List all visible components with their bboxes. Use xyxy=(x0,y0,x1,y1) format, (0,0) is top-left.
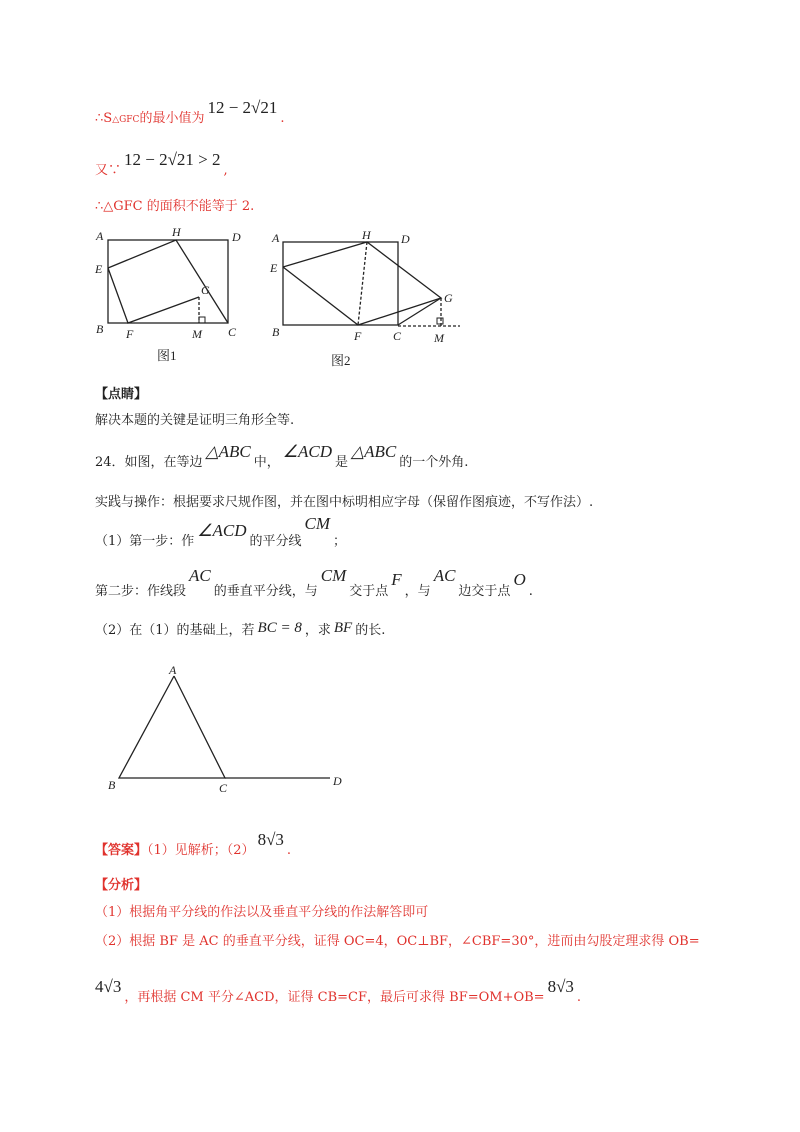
math-expression: 12 − 2√21 xyxy=(207,98,278,117)
answer-heading: 【答案】 xyxy=(95,843,148,858)
math: F xyxy=(391,570,402,589)
text: 的平分线 xyxy=(249,534,302,549)
svg-text:图2: 图2 xyxy=(331,353,351,368)
svg-text:B: B xyxy=(108,778,116,792)
svg-text:F: F xyxy=(126,327,134,341)
math: ∠ACD xyxy=(282,442,332,461)
text: ，再根据 CM 平分∠ACD，证得 CB=CF，最后可求得 BF=OM+OB= xyxy=(124,990,545,1005)
text: 交于点 xyxy=(349,584,389,599)
text: （1）见解析；（2） xyxy=(147,843,255,858)
svg-text:A: A xyxy=(169,663,177,677)
svg-text:B: B xyxy=(96,322,104,336)
text: ； xyxy=(333,534,347,549)
part-2 xyxy=(95,621,385,640)
svg-text:A: A xyxy=(272,231,280,245)
figure-2 xyxy=(283,242,460,326)
math: ∠ACD xyxy=(197,521,247,540)
text: 的最小值为 xyxy=(139,111,205,126)
conclusion-line: ∴△GFC 的面积不能等于 2. xyxy=(95,199,255,214)
step-1 xyxy=(95,514,347,551)
text: , xyxy=(223,163,228,178)
svg-text:C: C xyxy=(219,781,228,795)
text: ，求 xyxy=(304,623,331,638)
math-expression: 12 − 2√21 > 2 xyxy=(124,150,221,169)
svg-text:A: A xyxy=(96,229,104,243)
svg-text:C: C xyxy=(228,325,237,339)
question-24-intro xyxy=(95,442,469,472)
comment-text: 解决本题的关键是证明三角形全等. xyxy=(95,413,295,428)
math: O xyxy=(513,570,526,589)
step-2 xyxy=(95,566,533,601)
analysis-line-3 xyxy=(95,977,582,1007)
geometry-figures xyxy=(0,0,800,380)
figure-1 xyxy=(108,240,228,323)
text: 又∵ xyxy=(95,163,122,178)
analysis-heading: 【分析】 xyxy=(95,878,148,893)
svg-text:图1: 图1 xyxy=(157,348,177,363)
svg-text:D: D xyxy=(401,232,410,246)
text: （1）第一步：作 xyxy=(95,534,195,549)
task-text: 实践与操作：根据要求尺规作图，并在图中标明相应字母（保留作图痕迹，不写作法）. xyxy=(95,495,594,510)
svg-text:D: D xyxy=(333,774,342,788)
answer-line xyxy=(95,830,292,860)
text: 边交于点 xyxy=(458,584,511,599)
text: 的垂直平分线，与 xyxy=(213,584,318,599)
text: . xyxy=(286,843,292,858)
text: . xyxy=(576,990,582,1005)
figure-1-labels xyxy=(94,225,241,363)
text: （2）在（1）的基础上，若 xyxy=(95,623,255,638)
math: 4√3 xyxy=(95,977,122,996)
analysis-line-1: （1）根据角平分线的作法以及垂直平分线的作法解答即可 xyxy=(95,905,429,920)
text: 24．如图，在等边 xyxy=(95,455,203,470)
svg-text:D: D xyxy=(232,230,241,244)
math: △ABC xyxy=(205,442,251,461)
subscript: △GFC xyxy=(112,115,140,125)
svg-text:E: E xyxy=(95,262,103,276)
text: 第二步：作线段 xyxy=(95,584,187,599)
svg-text:H: H xyxy=(172,225,181,239)
text: . xyxy=(280,111,285,126)
svg-text:B: B xyxy=(272,325,280,339)
triangle-figure xyxy=(0,660,400,800)
math: AC xyxy=(189,566,211,585)
text: . xyxy=(528,584,533,599)
svg-text:F: F xyxy=(354,329,362,343)
math: 8√3 xyxy=(257,830,284,849)
math: BF xyxy=(333,620,353,636)
math: △ABC xyxy=(351,442,397,461)
math: AC xyxy=(433,566,456,585)
svg-text:G: G xyxy=(201,283,210,297)
analysis-line-2: （2）根据 BF 是 AC 的垂直平分线，证得 OC=4，OC⊥BF，∠CBF=30°，进而由勾股定理求得 OB= xyxy=(95,934,700,949)
text: 的一个外角. xyxy=(399,455,469,470)
text: 中， xyxy=(253,455,280,470)
svg-text:G: G xyxy=(444,291,453,305)
svg-text:M: M xyxy=(434,331,444,345)
text: 是 xyxy=(335,455,349,470)
math: CM xyxy=(320,566,347,585)
svg-text:C: C xyxy=(393,329,402,343)
svg-text:H: H xyxy=(362,228,371,242)
text: ∴S xyxy=(95,111,113,126)
math: BC = 8 xyxy=(257,620,302,636)
svg-text:M: M xyxy=(192,327,202,341)
svg-text:E: E xyxy=(270,261,278,275)
comment-heading: 【点睛】 xyxy=(95,387,148,402)
math: 8√3 xyxy=(547,977,574,996)
text: 的长. xyxy=(355,623,386,638)
text: ，与 xyxy=(404,584,431,599)
math: CM xyxy=(304,514,331,533)
